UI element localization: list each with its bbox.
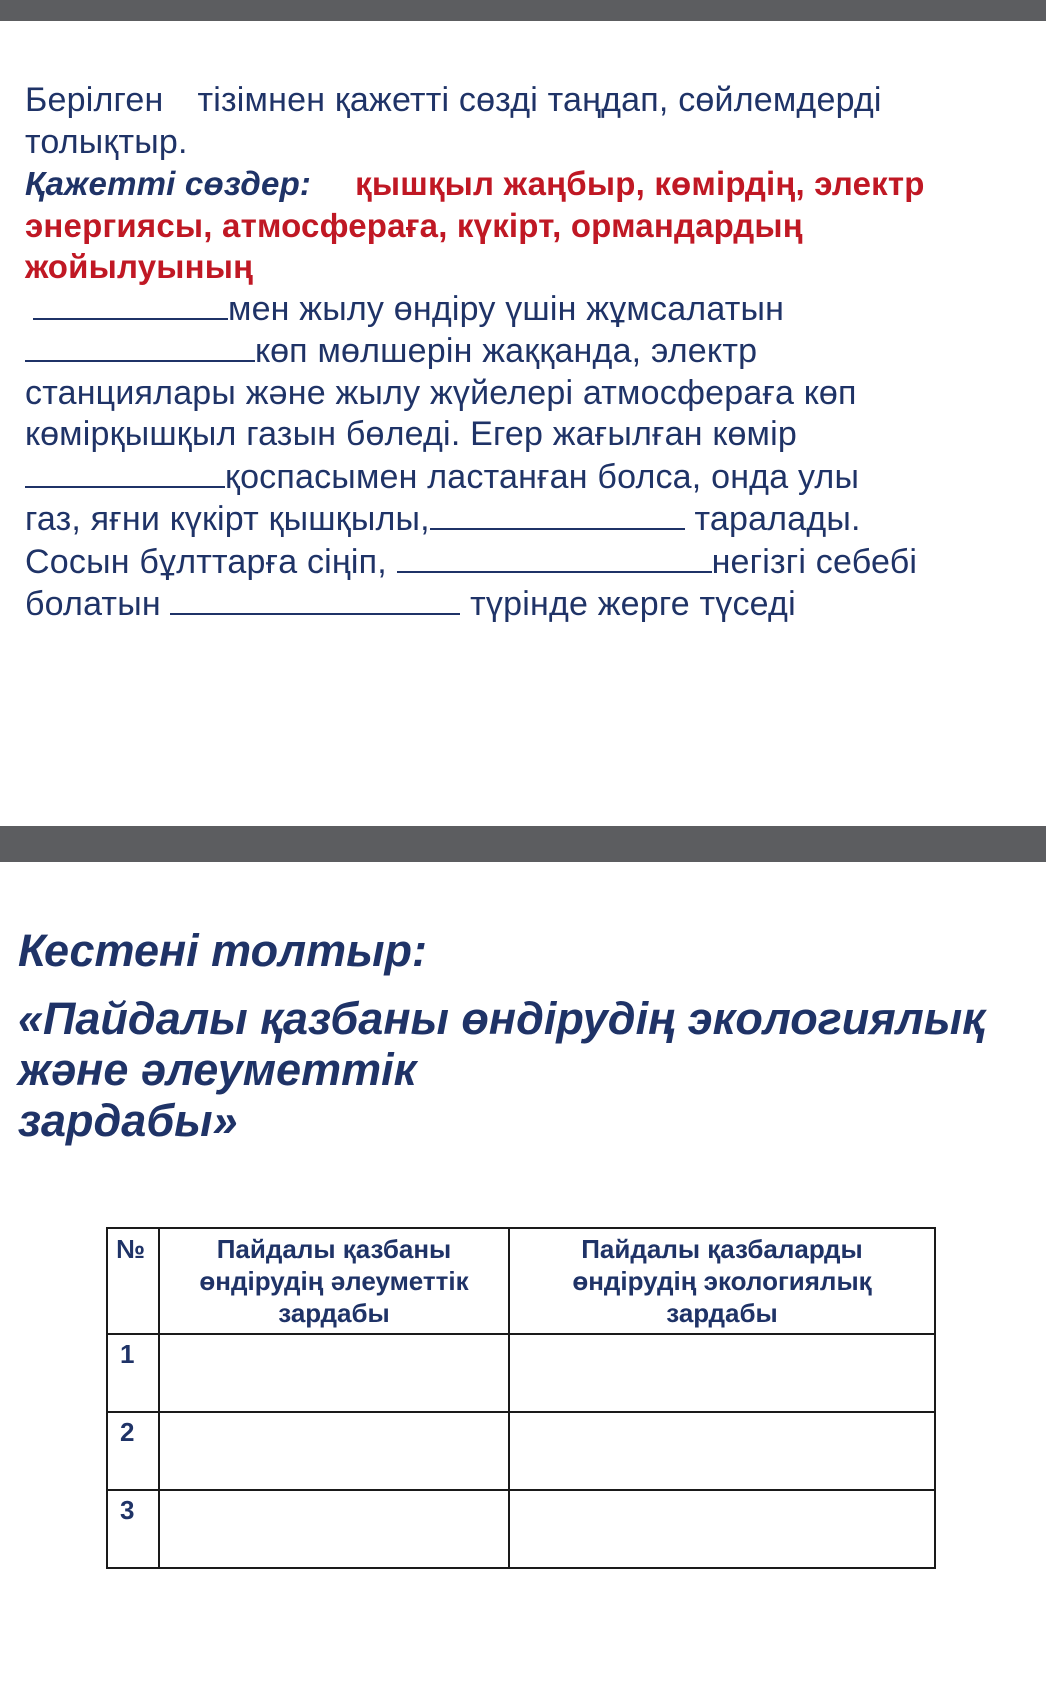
sentence-text-6b: таралады. bbox=[684, 500, 861, 538]
required-words-line-3: жойылуының bbox=[25, 248, 254, 285]
table-row bbox=[107, 1412, 935, 1490]
required-words-line-1 bbox=[25, 163, 1025, 205]
sentence-text-2: көп мөлшерін жаққанда, электр bbox=[255, 332, 758, 370]
row-number: 3 bbox=[107, 1490, 159, 1568]
answer-blank-1[interactable] bbox=[33, 288, 228, 320]
table-task-title: Кестені толтыр: bbox=[18, 925, 427, 976]
sentence-text-6a: газ, яғни күкірт қышқылы, bbox=[25, 500, 430, 538]
row-number: 1 bbox=[107, 1334, 159, 1412]
sentence-line-2 bbox=[25, 330, 1025, 373]
sentence-text-7a: Сосын бұлттарға сіңіп, bbox=[25, 542, 397, 581]
instruction-line-2: толықтыр. bbox=[25, 122, 188, 161]
required-words-line-2: энергиясы, атмосфераға, күкірт, ормандардың bbox=[25, 206, 803, 244]
ecological-consequence-cell[interactable] bbox=[509, 1412, 935, 1490]
sentence-line-3: станциялары және жылу жүйелері атмосфераға көп bbox=[25, 373, 857, 412]
header-number: № bbox=[107, 1228, 159, 1334]
ecological-consequence-cell[interactable] bbox=[509, 1334, 935, 1412]
table-task-subtitle bbox=[18, 993, 1028, 1146]
instruction-text: тізімнен қажетті сөзді таңдап, сөйлемдерді bbox=[197, 81, 882, 119]
social-consequence-cell[interactable] bbox=[159, 1412, 509, 1490]
table-row bbox=[107, 1334, 935, 1412]
middle-divider-bar bbox=[0, 826, 1046, 862]
answer-blank-4[interactable] bbox=[430, 498, 685, 530]
required-words-label: Қажетті сөздер: bbox=[25, 165, 312, 202]
instruction-word: Берілген bbox=[25, 81, 164, 119]
answer-blank-6[interactable] bbox=[170, 583, 460, 615]
answer-blank-3[interactable] bbox=[25, 456, 225, 488]
sentence-text-8a: болатын bbox=[25, 585, 171, 623]
subtitle-line-1: «Пайдалы қазбаны өндірудің экологиялық bbox=[18, 993, 986, 1044]
table-row bbox=[107, 1490, 935, 1568]
sentence-line-8 bbox=[25, 583, 1025, 626]
subtitle-line-2: және әлеуметтік bbox=[18, 1044, 417, 1095]
row-number: 2 bbox=[107, 1412, 159, 1490]
consequences-table bbox=[106, 1227, 936, 1569]
fill-in-exercise bbox=[25, 80, 1025, 626]
table-header-row bbox=[107, 1228, 935, 1334]
answer-blank-5[interactable] bbox=[397, 541, 712, 573]
sentence-line-5 bbox=[25, 456, 1025, 499]
sentence-line-7 bbox=[25, 541, 1025, 584]
instruction-line-1 bbox=[25, 80, 1025, 122]
top-divider-bar bbox=[0, 0, 1046, 21]
header-ecological-consequence: Пайдалы қазбаларды өндірудің экологиялық зардабы bbox=[509, 1228, 935, 1334]
required-words-list-1: қышқыл жаңбыр, көмірдің, электр bbox=[355, 165, 925, 202]
ecological-consequence-cell[interactable] bbox=[509, 1490, 935, 1568]
sentence-text-8b: түрінде жерге түседі bbox=[460, 585, 796, 623]
social-consequence-cell[interactable] bbox=[159, 1490, 509, 1568]
sentence-text-5: қоспасымен ластанған болса, онда улы bbox=[225, 457, 860, 496]
social-consequence-cell[interactable] bbox=[159, 1334, 509, 1412]
sentence-text-7b: негізгі себебі bbox=[711, 542, 918, 581]
header-social-consequence: Пайдалы қазбаны өндірудің әлеуметтік зардабы bbox=[159, 1228, 509, 1334]
sentence-text-1: мен жылу өндіру үшін жұмсалатын bbox=[228, 289, 785, 328]
sentence-line-4: көмірқышқыл газын бөледі. Егер жағылған көмір bbox=[25, 415, 797, 453]
sentence-line-1 bbox=[25, 288, 1025, 331]
sentence-line-6 bbox=[25, 498, 1025, 541]
subtitle-line-3: зардабы» bbox=[18, 1095, 238, 1146]
answer-blank-2[interactable] bbox=[25, 330, 255, 362]
